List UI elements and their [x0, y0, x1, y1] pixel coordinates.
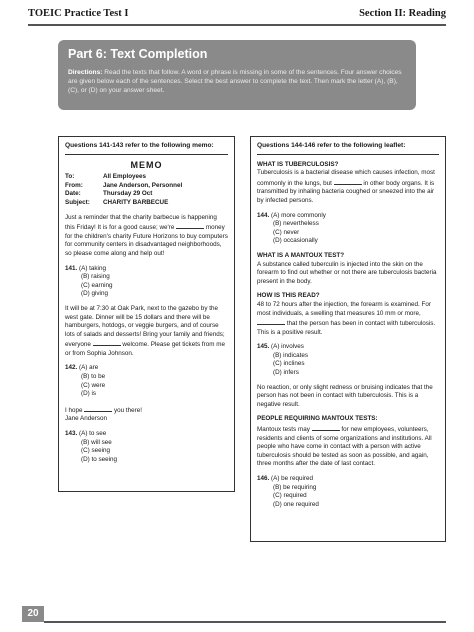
answer-blank — [312, 424, 340, 431]
memo-box — [58, 136, 235, 492]
leaflet-questions-heading: Questions 144-146 refer to the following leaflet: — [257, 142, 439, 155]
leaflet-paragraph-4: No reaction, or only slight redness or bruising indicates that the person has not been in contact with tuberculosis. This is a negative result. — [257, 383, 433, 408]
memo-subject: Subject: CHARITY BARBECUE — [65, 198, 169, 206]
memo-paragraph-1: Just a reminder that the charity barbecue is happening this Friday! It is for a good cause; we're money for the children's charity Future Horizons to buy computers for community centers in disadvantaged neighborhoods, so please come along and help out! — [65, 213, 228, 257]
question-145: 145. (A) involves (B) indicates (C) inclines (D) infers — [257, 343, 308, 377]
leaflet-paragraph-2: A substance called tuberculin is injected into the skin on the forearm to find out whether or not there are tuberculosis bacteria present in the body. — [257, 260, 437, 285]
memo-paragraph-2: It will be at 7:30 at Oak Park, next to the gazebo by the west gate. Dinner will be 15 dollars and there will be hamburgers, hotdogs, or veggie burgers, and of course lots of salads and desserts! Bring your family and friends; everyone welcome. Please get tickets from me or from Sophia Johnson. — [65, 304, 225, 357]
question-144: 144. (A) more commonly (B) nevertheless (C) never (D) occasionally — [257, 211, 326, 245]
memo-title: MEMO — [130, 159, 163, 170]
part-banner — [58, 40, 416, 110]
part-title: Part 6: Text Completion — [68, 47, 208, 61]
page-number: 20 — [22, 606, 44, 622]
footer-rule — [44, 621, 446, 623]
section-title: Section II: Reading — [359, 8, 446, 19]
answer-blank — [84, 405, 112, 412]
leaflet-paragraph-3: 48 to 72 hours after the injection, the forearm is examined. For most individuals, a swelling that measures 10 mm or more, that the person has been in contact with tuberculosis. This is a positive result. — [257, 300, 436, 336]
leaflet-paragraph-5: Mantoux tests may for new employees, volunteers, residents and clients of some organizations and institutions. All people who have come in contact with a person with active tuberculosis should be tested as soon as possible, and again, three months after the date of last contact. — [257, 426, 432, 468]
directions-label: Directions: — [68, 69, 103, 76]
memo-to: To: All Employees — [65, 173, 147, 181]
memo-paragraph-3: I hope you there! — [65, 406, 143, 414]
answer-blank — [334, 178, 362, 185]
section-title-mantoux: WHAT IS A MANTOUX TEST? — [257, 251, 345, 259]
answer-blank — [176, 222, 204, 229]
memo-from: From: Jane Anderson, Personnel — [65, 181, 183, 189]
memo-date: Date: Thursday 29 Oct — [65, 190, 153, 198]
section-title-tb: WHAT IS TUBERCULOSIS? — [257, 160, 339, 168]
header-rule — [28, 24, 446, 26]
directions-text: Read the texts that follow. A word or phrase is missing in some of the sentences. Four answer choices are given below each of the sentences. Select the best answer to complete the text. Then mark the letter (A), (B), (C), or (D) on your answer sheet. — [68, 69, 402, 94]
directions — [68, 68, 406, 95]
section-title-read: HOW IS THIS READ? — [257, 292, 320, 300]
leaflet-paragraph-1: Tuberculosis is a bacterial disease which causes infection, most commonly in the lungs, but in other body organs. It is transmitted by inhaling bacteria coughed or sneezed into the air by infected persons. — [257, 169, 435, 204]
section-title-requiring: PEOPLE REQUIRING MANTOUX TESTS: — [257, 415, 378, 423]
question-143: 143. (A) to see (B) will see (C) seeing (D) to seeing — [65, 430, 118, 463]
leaflet-box — [250, 136, 446, 542]
answer-blank — [93, 339, 121, 346]
answer-blank — [257, 318, 285, 325]
question-142: 142. (A) are (B) to be (C) were (D) is — [65, 364, 106, 398]
test-title: TOEIC Practice Test I — [28, 8, 129, 19]
page-header — [28, 8, 446, 24]
question-146: 146. (A) be required (B) be requiring (C) required (D) one required — [257, 475, 319, 508]
question-141: 141. (A) taking (B) raising (C) earning (D) giving — [65, 264, 113, 298]
memo-questions-heading: Questions 141-143 refer to the following memo: — [65, 142, 228, 155]
memo-signoff: Jane Anderson — [65, 415, 108, 423]
